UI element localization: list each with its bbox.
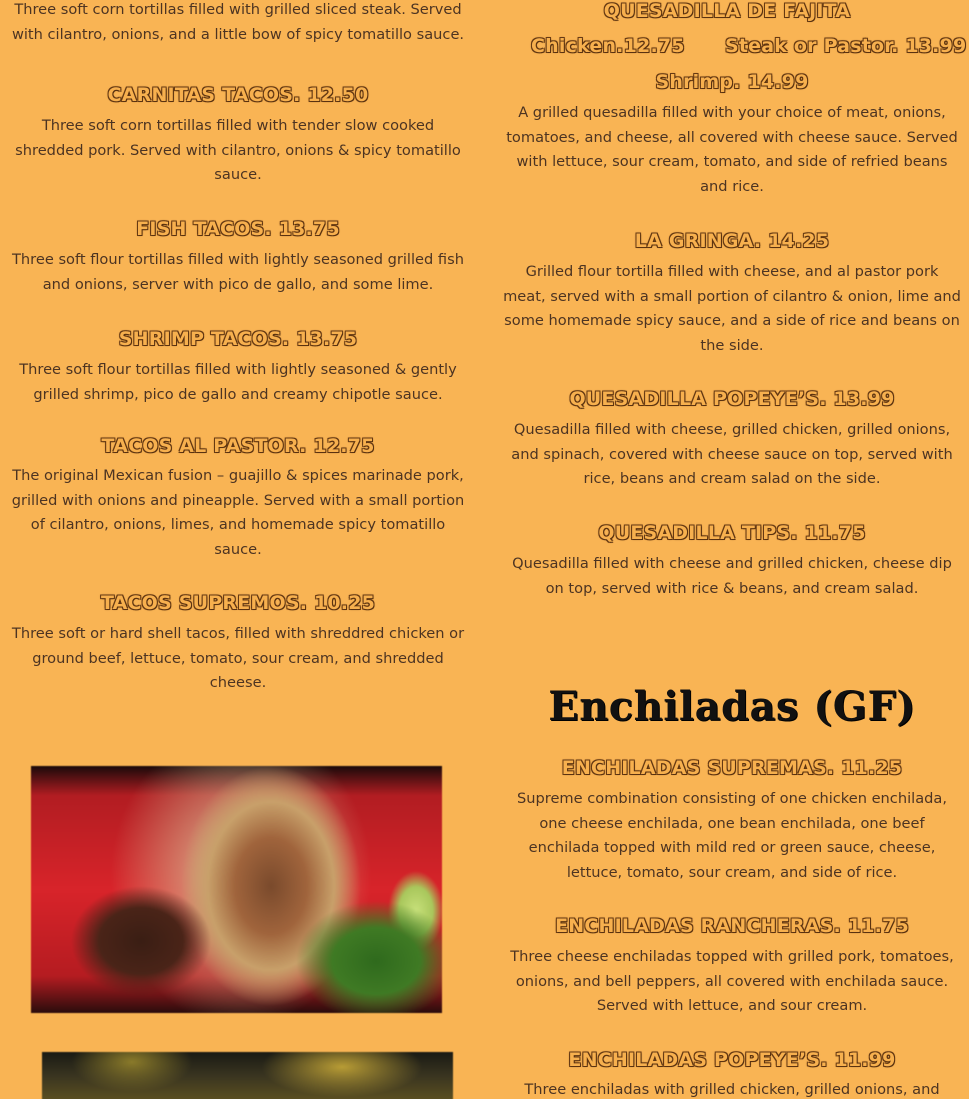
price-steak-pastor: Steak or Pastor. 13.99 xyxy=(725,35,967,57)
tacos-supremos-description: Three soft or hard shell tacos, filled with shreddred chicken or ground beef, lettuce, tomato, sour cream, and shredded cheese. xyxy=(11,625,465,691)
enchiladas-popeyes-description: Three enchiladas with grilled chicken, grilled onions, and xyxy=(524,1081,940,1098)
enchiladas-supremas-description: Supreme combination consisting of one chicken enchilada, one cheese enchilada, one bean enchilada, one beef enchilada topped with mild red or green sauce, cheese, lettuce, tomato, sour cream, and side of rice. xyxy=(517,790,947,881)
enchiladas-rancheras-title: ENCHILADAS RANCHERAS. 11.75 xyxy=(555,915,909,937)
shrimp-tacos-description: Three soft flour tortillas filled with lightly seasoned & gently grilled shrimp, pico de gallo and creamy chipotle sauce. xyxy=(19,361,457,403)
quesadilla-popeyes-description: Quesadilla filled with cheese, grilled chicken, grilled onions, and spinach, covered with cheese sauce on top, served with rice, beans and cream salad on the side. xyxy=(511,421,953,487)
enchiladas-popeyes-title: ENCHILADAS POPEYE’S. 11.99 xyxy=(568,1049,896,1071)
enchiladas-section-heading: Enchiladas (GF) xyxy=(548,683,916,730)
enchiladas-supremas-title: ENCHILADAS SUPREMAS. 11.25 xyxy=(561,757,903,779)
quesadilla-tips-title: QUESADILLA TIPS. 11.75 xyxy=(598,522,866,544)
tacos-supremos-title: TACOS SUPREMOS. 10.25 xyxy=(100,592,376,614)
quesadilla-fajita-description: A grilled quesadilla filled with your choice of meat, onions, tomatoes, and cheese, all covered with cheese sauce. Served with lettuce, sour cream, tomato, and side of refried beans and rice. xyxy=(506,104,958,195)
fish-tacos-title: FISH TACOS. 13.75 xyxy=(136,218,340,240)
food-photo xyxy=(42,1052,453,1099)
la-gringa-description: Grilled flour tortilla filled with cheese, and al pastor pork meat, served with a small portion of cilantro & onion, lime and some homemade spicy sauce, and a side of rice and beans on the side. xyxy=(503,263,961,354)
tacos-photo xyxy=(31,766,442,1013)
quesadilla-tips-description: Quesadilla filled with cheese and grilled chicken, cheese dip on top, served with rice & beans, and cream salad. xyxy=(512,555,952,597)
tacos-al-pastor-description: The original Mexican fusion – guajillo & spices marinade pork, grilled with onions and pineapple. Served with a small portion of cilantro, onions, limes, and homemade spicy tomatillo sauce. xyxy=(11,467,465,558)
quesadilla-fajita-title: QUESADILLA DE FAJITA xyxy=(603,0,851,22)
tacos-al-pastor-title: TACOS AL PASTOR. 12.75 xyxy=(101,435,375,457)
price-shrimp: Shrimp. 14.99 xyxy=(655,71,809,93)
carnitas-tacos-description: Three soft corn tortillas filled with tender slow cooked shredded pork. Served with cilantro, onions & spicy tomatillo sauce. xyxy=(15,117,461,183)
steak-tacos-description: Three soft corn tortillas filled with grilled sliced steak. Served with cilantro, onions, and a little bow of spicy tomatillo sauce. xyxy=(11,1,465,43)
quesadilla-popeyes-title: QUESADILLA POPEYE’S. 13.99 xyxy=(569,388,895,410)
fish-tacos-description: Three soft flour tortillas filled with lightly seasoned grilled fish and onions, server with pico de gallo, and some lime. xyxy=(12,251,464,293)
shrimp-tacos-title: SHRIMP TACOS. 13.75 xyxy=(118,328,358,350)
carnitas-tacos-title: CARNITAS TACOS. 12.50 xyxy=(107,84,369,106)
enchiladas-rancheras-description: Three cheese enchiladas topped with grilled pork, tomatoes, onions, and bell peppers, all covered with enchilada sauce. Served with lettuce, and sour cream. xyxy=(510,948,954,1014)
la-gringa-title: LA GRINGA. 14.25 xyxy=(634,230,830,252)
price-chicken: Chicken.12.75 xyxy=(531,35,685,57)
